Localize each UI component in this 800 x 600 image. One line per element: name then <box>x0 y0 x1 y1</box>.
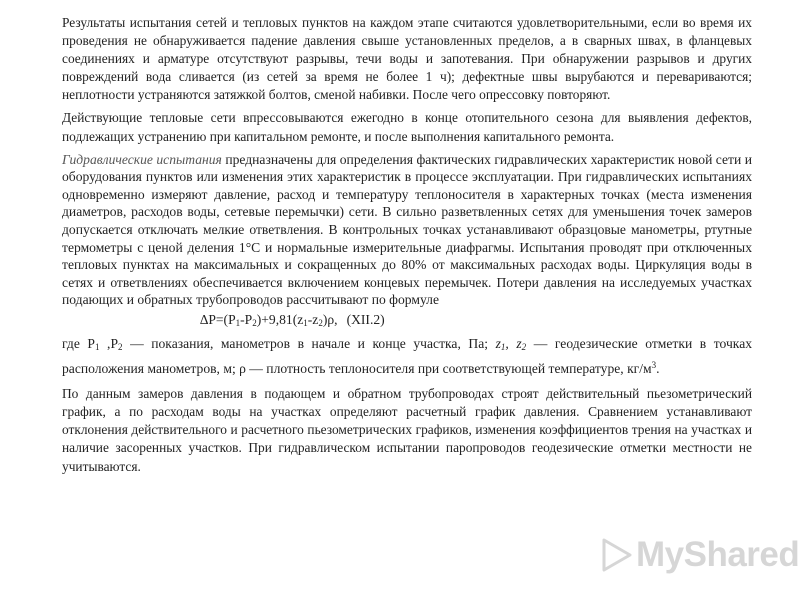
paragraph-hydraulic-tests-body: предназначены для определения фактических гидравлических характеристик новой сети и оборудования пунктов или изменения этих характеристик в процессе эксплуатации. При гидравлических испытаниях одновременно измеряют давление, расход и температуру теплоносителя в характерных точках (места изменения диаметров, расходов воды, сетевые перемычки) сети. В сильно разветвленных сетях для уменьшения точек замеров допускается отключать мелкие ответвления. В контрольных точках устанавливают образцовые манометры, ртутные термометры с ценой деления 1°С и нормальные измерительные диафрагмы. Испытания проводят при отключенных тепловых пунктах на максимальных и сокращенных до 80% от максимальных расходах воды. Циркуляция воды в сетях и ответвлениях обеспечивается включением концевых перемычек. Потери давления на исследуемых участках подающих и обратных трубопроводов рассчитывают по формуле <box>62 151 752 308</box>
formula-part: -z <box>307 312 319 327</box>
paragraph-annual-pressure-test: Действующие тепловые сети впрессовываются ежегодно в конце отопительного сезона для выявления дефектов, подлежащих устранению при капитальном ремонте, и после выполнения капитального ремонта. <box>62 110 752 144</box>
formula-pressure-loss <box>62 310 752 333</box>
formula-part: -P <box>240 312 253 327</box>
formula-number: (XII.2) <box>346 312 385 327</box>
explanation-variable: z <box>495 336 501 351</box>
document-body <box>62 14 752 476</box>
explanation-text: . <box>656 361 660 377</box>
explanation-text: ,P <box>99 336 119 351</box>
paragraph-hydraulic-tests <box>62 151 752 309</box>
formula-subscript: 2 <box>318 318 323 328</box>
paragraph-test-results: Результаты испытания сетей и тепловых пунктов на каждом этапе считаются удовлетворительными, если во время их проведения не обнаруживается падение давления свыше установленных пределов, а в сварных швах, в фланцевых соединениях и арматуре отсутствуют разрывы, течи воды и запотевания. При обнаружении разрывов и других повреждений вода сливается (из сетей за время не более 1 ч); дефектные швы вырубаются и перевариваются; неплотности устраняются затяжкой болтов, сменой набивки. После чего опрессовку повторяют. <box>62 15 752 103</box>
explanation-variable: z <box>516 336 522 351</box>
explanation-subscript: 1 <box>500 342 506 352</box>
watermark-text: MyShared <box>636 535 800 574</box>
explanation-text: — геодезические отметки в точках расположения манометров, м; ρ — плотность теплоносителя при соответствующей температуре, кг/м <box>62 336 753 377</box>
explanation-superscript: 3 <box>651 360 657 371</box>
formula-part: ∆P=(P <box>200 312 236 327</box>
paragraph-formula-explanation <box>62 335 752 379</box>
formula-part: )ρ, <box>322 312 338 327</box>
watermark <box>602 533 799 577</box>
formula-part: )+9,81(z <box>256 312 304 327</box>
explanation-text: , <box>505 336 517 351</box>
term-hydraulic-tests: Гидравлические испытания <box>62 151 222 167</box>
formula-subscript: 1 <box>303 318 308 328</box>
play-triangle-icon <box>602 538 632 572</box>
paragraph-piezometric-graph: По данным замеров давления в подающем и обратном трубопроводах строят действительный пьезометрический график, а по расходам воды на участках определяют расчетный график давления. Сравнением устанавливают отклонения действительного и расчетного пьезометрических графиков, изменения коэффициентов трения на участках и наличие засоренных участков. При гидравлическом испытании паропроводов геодезические отметки местности не учитываются. <box>62 385 752 474</box>
explanation-subscript: 1 <box>94 342 100 352</box>
formula-subscript: 2 <box>252 318 257 328</box>
formula-subscript: 1 <box>235 318 241 328</box>
explanation-subscript: 2 <box>521 342 527 352</box>
explanation-text: где P <box>62 336 95 351</box>
explanation-text: — показания, манометров в начале и конце участка, Па; <box>122 336 496 351</box>
explanation-subscript: 2 <box>118 342 123 352</box>
